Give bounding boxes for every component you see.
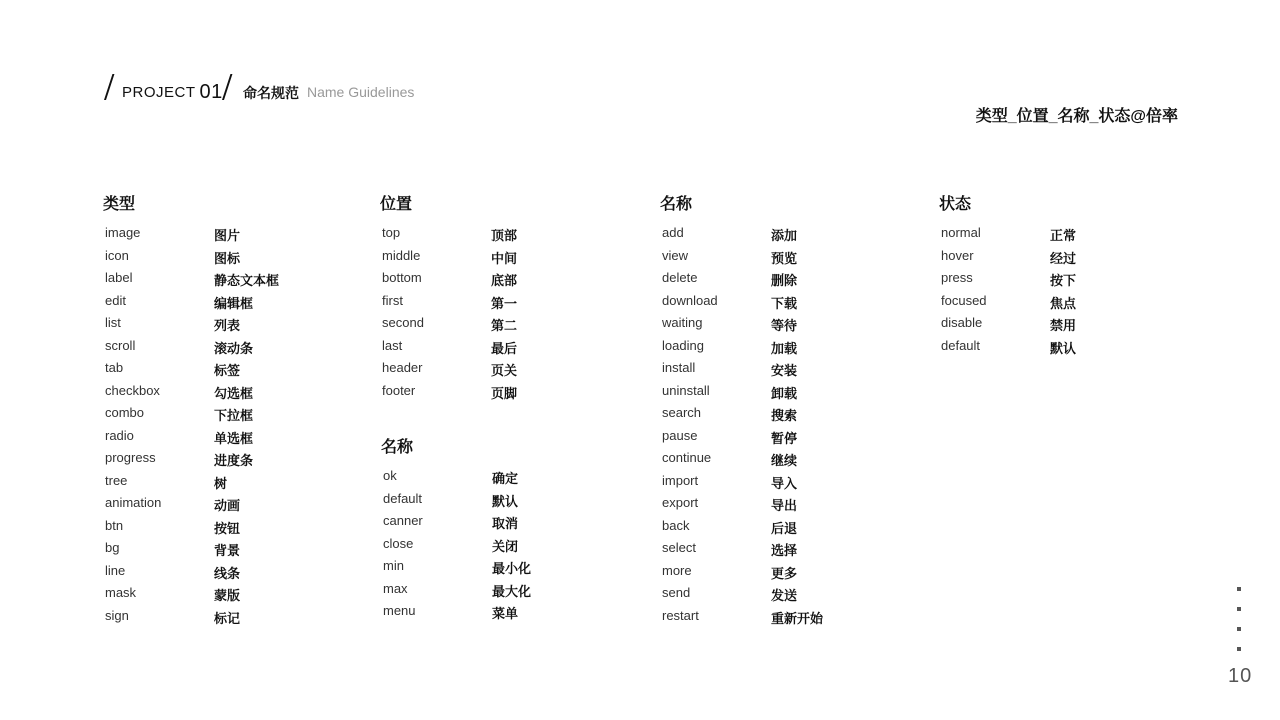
term-row (660, 358, 798, 381)
project-number: 01 (199, 81, 223, 103)
term-chinese: 单选框 (214, 430, 254, 446)
term-english: delete (662, 270, 698, 285)
column-name-actions (660, 195, 824, 628)
term-chinese: 禁用 (1050, 318, 1077, 333)
term-row (939, 223, 1077, 246)
term-row (939, 313, 1077, 336)
column-name-basic (381, 438, 532, 624)
term-english: max (383, 580, 408, 596)
term-english: tab (105, 360, 124, 375)
term-row (380, 291, 518, 314)
term-chinese: 更多 (771, 565, 798, 581)
term-english: press (941, 270, 973, 285)
term-english: uninstall (662, 382, 710, 398)
term-chinese: 页脚 (491, 385, 518, 401)
term-row (381, 556, 532, 579)
dot (1237, 627, 1241, 631)
term-chinese: 发送 (771, 588, 798, 603)
term-row (103, 381, 254, 404)
term-row (939, 268, 1077, 291)
slash-divider (104, 74, 114, 100)
term-chinese: 图标 (214, 250, 241, 266)
column-position (380, 195, 518, 403)
term-chinese: 选择 (771, 543, 798, 558)
column-title: 位置 (380, 196, 413, 213)
term-chinese: 勾选框 (214, 385, 254, 401)
term-chinese: 删除 (771, 273, 798, 288)
term-chinese: 导出 (771, 498, 798, 513)
term-english: continue (662, 450, 712, 465)
term-english: line (105, 562, 126, 578)
term-chinese: 顶部 (491, 228, 518, 243)
term-chinese: 标记 (214, 610, 241, 626)
dot (1237, 647, 1241, 651)
term-english: send (662, 585, 691, 600)
project-label-text: PROJECT (122, 84, 196, 101)
term-chinese: 下拉框 (214, 408, 254, 423)
column-type (103, 195, 280, 628)
column-state (939, 195, 1077, 358)
term-chinese: 确定 (492, 471, 519, 486)
term-chinese: 进度条 (214, 453, 254, 468)
term-row (660, 268, 798, 291)
term-row (660, 381, 798, 404)
column-title: 类型 (103, 196, 136, 213)
term-row (660, 223, 798, 246)
term-english: menu (383, 603, 416, 618)
term-english: last (382, 337, 403, 353)
term-chinese: 第二 (491, 318, 518, 333)
term-row (103, 561, 241, 584)
term-english: btn (105, 517, 124, 533)
term-english: first (382, 292, 403, 308)
term-english: add (662, 225, 684, 240)
term-row (103, 358, 241, 381)
term-chinese: 树 (214, 475, 228, 491)
term-row (939, 291, 1077, 314)
term-chinese: 默认 (1050, 340, 1077, 356)
term-row (103, 403, 254, 426)
term-row (103, 516, 241, 539)
term-row (381, 579, 532, 602)
term-english: edit (105, 292, 126, 308)
term-chinese: 取消 (492, 516, 519, 531)
term-english: mask (105, 585, 137, 600)
column-title: 状态 (939, 196, 972, 213)
term-english: label (105, 270, 133, 285)
term-chinese: 默认 (492, 493, 519, 509)
term-chinese: 图片 (214, 228, 241, 243)
term-row (660, 561, 798, 584)
term-chinese: 卸载 (771, 385, 798, 401)
term-english: select (662, 540, 696, 555)
dot (1237, 607, 1241, 611)
term-english: min (383, 558, 404, 573)
term-chinese: 经过 (1050, 250, 1077, 266)
term-english: loading (662, 337, 704, 353)
term-row (103, 538, 241, 561)
term-chinese: 蒙版 (214, 588, 241, 603)
term-english: scroll (105, 337, 136, 353)
term-english: more (662, 562, 692, 578)
term-english: progress (105, 450, 156, 465)
term-english: bottom (382, 270, 422, 285)
term-english: middle (382, 247, 421, 263)
dot (1237, 587, 1241, 591)
term-english: default (941, 337, 981, 353)
term-row (660, 583, 798, 606)
term-english: canner (383, 513, 423, 528)
term-row (660, 313, 798, 336)
term-row (103, 268, 280, 291)
term-row (660, 448, 798, 471)
term-english: second (382, 315, 424, 330)
term-chinese: 正常 (1050, 228, 1077, 243)
term-row (660, 403, 798, 426)
term-row (939, 336, 1077, 359)
term-row (380, 268, 518, 291)
term-chinese: 重新开始 (771, 610, 824, 626)
term-chinese: 页关 (491, 363, 518, 378)
term-english: waiting (662, 315, 703, 330)
term-english: radio (105, 427, 134, 443)
term-english: disable (941, 315, 983, 330)
term-english: search (662, 405, 702, 420)
term-row (660, 426, 798, 449)
term-english: hover (941, 247, 974, 263)
term-english: footer (382, 382, 416, 398)
term-row (380, 223, 518, 246)
naming-pattern: 类型_位置_名称_状态@倍率 (975, 108, 1178, 125)
term-row (660, 336, 798, 359)
term-english: focused (941, 292, 987, 308)
term-english: header (382, 360, 423, 375)
term-chinese: 编辑框 (214, 295, 254, 311)
term-row (381, 489, 519, 512)
term-row (381, 601, 519, 624)
project-label (122, 80, 223, 103)
term-chinese: 滚动条 (214, 340, 254, 356)
term-row (103, 246, 241, 269)
term-chinese: 预览 (771, 250, 798, 266)
term-chinese: 底部 (491, 273, 518, 288)
term-row (103, 223, 241, 246)
term-chinese: 按下 (1050, 273, 1077, 288)
column-title: 名称 (381, 439, 414, 456)
term-chinese: 关闭 (492, 538, 519, 554)
term-english: install (662, 360, 696, 375)
term-row (103, 606, 241, 629)
term-row (660, 291, 798, 314)
term-english: export (662, 495, 699, 510)
term-row (660, 246, 798, 269)
term-row (660, 471, 798, 494)
term-english: icon (105, 247, 129, 263)
term-row (660, 606, 824, 629)
term-row (103, 291, 254, 314)
term-chinese: 第一 (491, 295, 518, 311)
term-english: close (383, 535, 414, 551)
page-number: 10 (1228, 665, 1253, 687)
term-english: back (662, 517, 690, 533)
term-chinese: 按钮 (214, 520, 241, 536)
term-chinese: 等待 (771, 318, 798, 333)
slash-divider (222, 74, 232, 100)
term-chinese: 加载 (771, 340, 798, 356)
term-chinese: 线条 (214, 565, 241, 581)
term-row (380, 336, 518, 359)
title-english: Name Guidelines (307, 84, 415, 100)
term-chinese: 下载 (771, 295, 798, 311)
term-chinese: 菜单 (492, 606, 519, 621)
term-english: checkbox (105, 382, 160, 398)
term-row (380, 381, 518, 404)
term-row (103, 448, 254, 471)
term-row (381, 466, 519, 489)
term-english: view (662, 247, 689, 263)
term-row (381, 511, 519, 534)
term-row (380, 313, 518, 336)
title-chinese: 命名规范 (243, 85, 299, 101)
term-row (380, 246, 518, 269)
term-chinese: 继续 (771, 453, 798, 468)
term-chinese: 添加 (771, 228, 798, 243)
term-english: combo (105, 405, 145, 420)
term-english: bg (105, 540, 120, 555)
term-chinese: 最小化 (492, 561, 532, 576)
term-english: pause (662, 427, 698, 443)
term-english: download (662, 292, 718, 308)
term-english: list (105, 315, 121, 330)
term-chinese: 搜索 (771, 408, 798, 423)
term-row (103, 471, 228, 494)
term-row (103, 313, 241, 336)
term-chinese: 后退 (771, 520, 798, 536)
term-english: animation (105, 495, 162, 510)
column-title: 名称 (660, 196, 693, 213)
term-chinese: 标签 (214, 363, 241, 378)
term-row (103, 583, 241, 606)
term-english: sign (105, 607, 129, 623)
term-row (381, 534, 519, 557)
term-chinese: 导入 (771, 475, 798, 491)
term-chinese: 焦点 (1050, 295, 1077, 311)
term-chinese: 暂停 (771, 430, 798, 446)
term-chinese: 最后 (491, 340, 518, 356)
term-row (660, 538, 798, 561)
term-chinese: 背景 (214, 543, 241, 558)
term-chinese: 动画 (214, 498, 241, 513)
term-english: normal (941, 225, 981, 240)
term-row (660, 516, 798, 539)
term-english: top (382, 225, 401, 240)
term-row (103, 426, 254, 449)
term-row (939, 246, 1077, 269)
term-english: restart (662, 607, 699, 623)
term-english: image (105, 225, 141, 240)
term-chinese: 最大化 (492, 583, 532, 599)
term-english: ok (383, 468, 397, 483)
term-english: default (383, 490, 423, 506)
term-english: import (662, 472, 699, 488)
term-chinese: 静态文本框 (214, 273, 280, 288)
term-chinese: 列表 (214, 318, 241, 333)
term-chinese: 中间 (491, 250, 518, 266)
term-row (380, 358, 518, 381)
term-row (660, 493, 798, 516)
term-row (103, 336, 254, 359)
term-english: tree (105, 472, 128, 488)
term-row (103, 493, 241, 516)
pagination-dots (1237, 587, 1241, 667)
term-chinese: 安装 (771, 363, 798, 378)
